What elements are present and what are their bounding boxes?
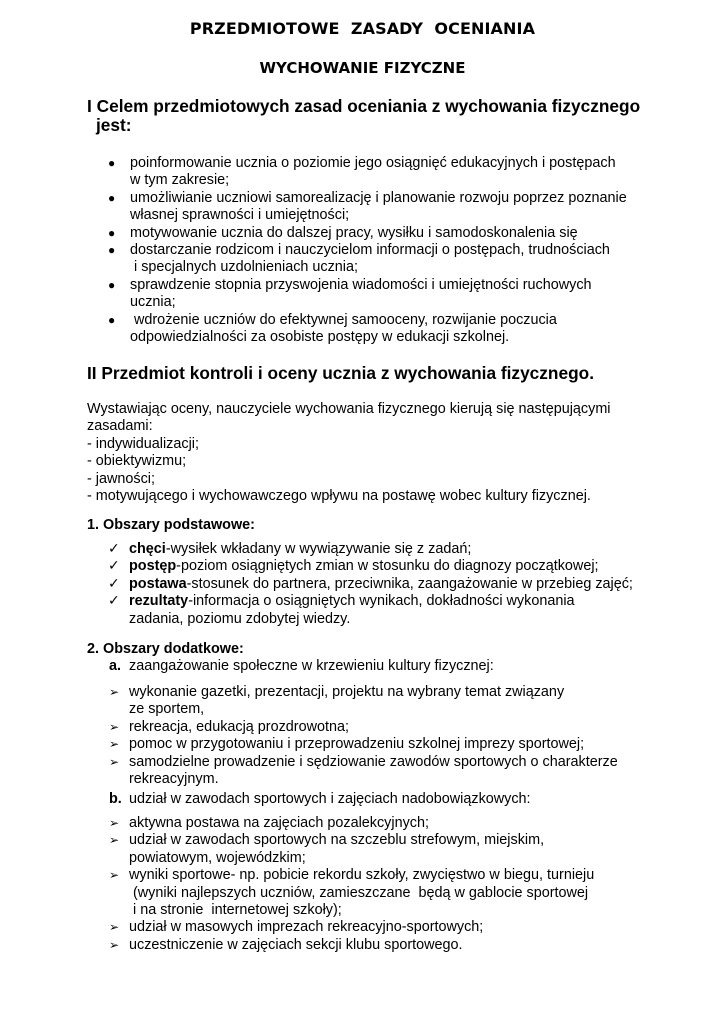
list-item (108, 557, 709, 575)
list-item (108, 311, 700, 347)
list-item-line: (wyniki najlepszych uczniów, zamieszczane będą w gablocie sportowej (129, 884, 589, 901)
bullet-dot-icon: ● (108, 225, 116, 240)
arrow-bullet-icon: ➢ (109, 868, 120, 883)
list-item (108, 592, 709, 628)
list-item-line: wyniki sportowe- np. pobicie rekordu szkoły, zwycięstwo w biegu, turnieju (129, 867, 595, 884)
list-item (108, 574, 709, 593)
arrow-bullet-icon: ➢ (109, 719, 120, 734)
arrow-bullet-icon: ➢ (109, 754, 120, 769)
basic-areas-list (108, 540, 709, 628)
list-item-line: rekreacja, edukacją prozdrowotna; (129, 718, 349, 735)
term: chęci (129, 541, 166, 557)
term-description: -poziom osiągniętych zmian w stosunku do diagnozy początkowej; (176, 558, 599, 575)
list-item-line: ze sportem, (129, 701, 205, 718)
list-item-line: udział w masowych imprezach rekreacyjno-sportowych; (129, 919, 484, 936)
list-item-line: uczestniczenie w zajęciach sekcji klubu sportowego. (129, 936, 463, 953)
arrow-bullet-icon: ➢ (109, 685, 120, 699)
arrow-bullet-icon: ➢ (109, 833, 120, 848)
list-item-line: umożliwianie uczniowi samorealizację i planowanie rozwoju poprzez poznanie (130, 189, 627, 206)
list-item (109, 718, 709, 736)
list-item (109, 919, 709, 936)
list-item-line: wdrożenie uczniów do efektywnej samooceny, rozwijanie poczucia (130, 311, 557, 328)
extra-area-a-list (109, 684, 709, 788)
list-item-line: dostarczanie rodzicom i nauczycielom informacji o postępach, trudnościach (130, 242, 610, 259)
section1-heading-line1: I Celem przedmiotowych zasad oceniania z wychowania fizycznego (87, 96, 641, 116)
term: postawa (129, 575, 187, 592)
intro-line: zasadami: (87, 418, 153, 435)
list-item (109, 815, 709, 832)
document-subtitle: WYCHOWANIE FIZYCZNE (259, 59, 466, 77)
sub-text: zaangażowanie społeczne w krzewieniu kultury fizycznej: (129, 658, 494, 674)
bullet-dot-icon: ● (108, 312, 116, 327)
principle-item: - motywującego i wychowawczego wpływu na postawę wobec kultury fizycznej. (87, 488, 591, 505)
list-item-line: aktywna postawa na zajęciach pozalekcyjnych; (129, 815, 429, 831)
list-item (108, 224, 700, 242)
list-item (109, 936, 709, 954)
term-description: -wysiłek wkładany w wywiązywanie się z zadań; (165, 541, 472, 557)
list-item (108, 155, 700, 190)
list-item (109, 684, 709, 719)
list-item-line: powiatowym, wojewódzkim; (129, 849, 306, 866)
list-item-line: poinformowanie ucznia o poziomie jego osiągnięć edukacyjnych i postępach (130, 155, 616, 171)
sub-text: udział w zawodach sportowych i zajęciach nadobowiązkowych: (129, 791, 531, 807)
term: postęp (129, 558, 177, 575)
section2-intro (87, 401, 697, 505)
principle-item: - indywidualizacji; (87, 435, 199, 452)
list-item-line: sprawdzenie stopnia przyswojenia wiadomości i umiejętności ruchowych (130, 276, 592, 293)
sub-letter: b. (109, 791, 122, 807)
principle-item: - obiektywizmu; (87, 453, 187, 470)
list-item-line: i specjalnych uzdolnieniach ucznia; (130, 259, 358, 276)
list-item (108, 242, 700, 277)
extra-area-b (109, 791, 531, 808)
list-item (108, 276, 700, 312)
extra-area-b-list (109, 815, 709, 954)
list-item (109, 753, 709, 789)
extra-area-a (109, 658, 494, 675)
extra-areas-heading: 2. Obszary dodatkowe: (87, 641, 244, 657)
checkmark-icon: ✓ (108, 574, 120, 591)
term: rezultaty (129, 593, 189, 610)
list-item (109, 736, 709, 753)
section2-heading: II Przedmiot kontroli i oceny ucznia z wychowania fizycznego. (87, 363, 595, 383)
checkmark-icon: ✓ (108, 592, 120, 609)
list-item-line: ucznia; (130, 294, 176, 311)
arrow-bullet-icon: ➢ (109, 920, 120, 935)
list-item-line: własnej sprawności i umiejętności; (130, 207, 350, 224)
principle-item: - jawności; (87, 470, 155, 487)
sub-letter: a. (109, 658, 122, 674)
list-item-line: rekreacyjnym. (129, 771, 219, 788)
bullet-dot-icon: ● (108, 277, 116, 292)
arrow-bullet-icon: ➢ (109, 937, 120, 952)
term-description: -informacja o osiągniętych wynikach, dokładności wykonania (188, 593, 575, 610)
list-item (108, 540, 709, 558)
list-item-line: samodzielne prowadzenie i sędziowanie zawodów sportowych o charakterze (129, 753, 618, 770)
bullet-dot-icon: ● (108, 243, 116, 258)
list-item-line: i na stronie internetowej szkoły); (129, 902, 342, 919)
intro-line: Wystawiając oceny, nauczyciele wychowania fizycznego kierują się następującymi (87, 401, 611, 417)
list-item-line: wykonanie gazetki, prezentacji, projektu na wybrany temat związany (129, 684, 565, 700)
list-item-line: pomoc w przygotowaniu i przeprowadzeniu szkolnej imprezy sportowej; (129, 736, 585, 753)
arrow-bullet-icon: ➢ (109, 816, 120, 830)
list-item (109, 832, 709, 867)
bullet-dot-icon: ● (108, 190, 116, 205)
list-item-line: odpowiedzialności za osobiste postępy w edukacji szkolnej. (130, 329, 510, 346)
list-item (109, 867, 709, 919)
basic-areas-heading: 1. Obszary podstawowe: (87, 517, 255, 533)
list-item-line: w tym zakresie; (130, 172, 230, 189)
document-title: PRZEDMIOTOWE ZASADY OCENIANIA (189, 19, 536, 38)
section1-heading (87, 97, 640, 135)
term-description: -stosunek do partnera, przeciwnika, zaangażowanie w przebieg zajęć; (186, 575, 633, 592)
arrow-bullet-icon: ➢ (109, 737, 120, 752)
checkmark-icon: ✓ (108, 557, 120, 574)
list-item (108, 189, 700, 225)
term-description-continued: zadania, poziomu zdobytej wiedzy. (129, 610, 351, 627)
section1-list (108, 155, 700, 346)
bullet-dot-icon: ● (108, 156, 116, 170)
section1-heading-line2: jest: (96, 115, 132, 135)
list-item-line: udział w zawodach sportowych na szczeblu strefowym, miejskim, (129, 832, 545, 849)
list-item-line: motywowanie ucznia do dalszej pracy, wysiłku i samodoskonalenia się (130, 224, 578, 241)
checkmark-icon: ✓ (108, 540, 120, 556)
